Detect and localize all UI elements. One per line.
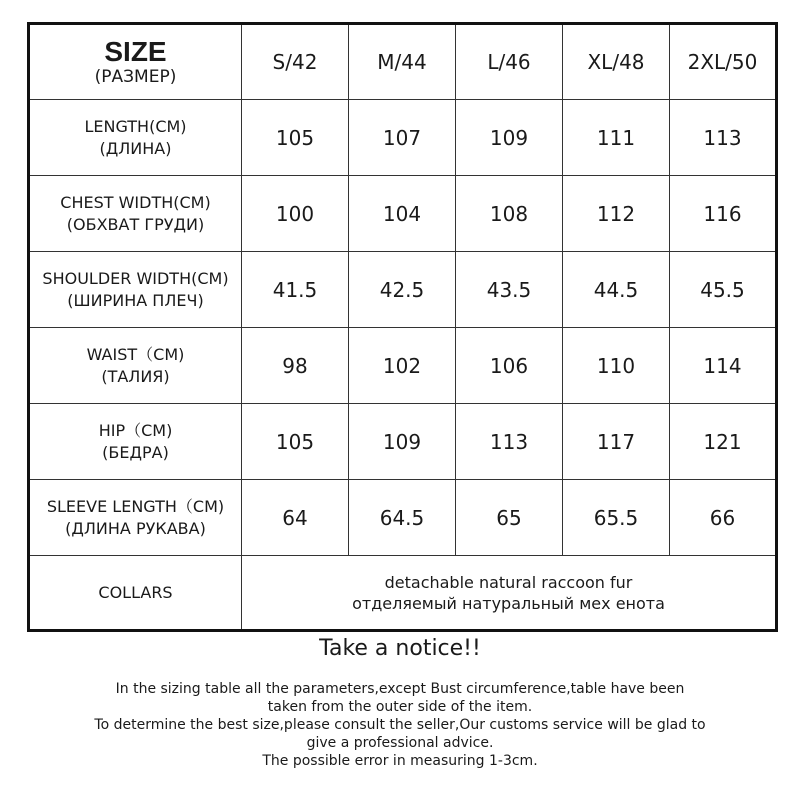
collars-label: COLLARS xyxy=(29,556,242,631)
value-cell: 113 xyxy=(670,100,777,176)
value-cell: 44.5 xyxy=(563,252,670,328)
notice-text xyxy=(20,680,780,770)
value-cell: 105 xyxy=(242,404,349,480)
value-cell: 112 xyxy=(563,176,670,252)
row-label-ru: (ТАЛИЯ) xyxy=(101,366,170,386)
notice-title: Take a notice!! xyxy=(319,636,481,661)
table-row-chest-width xyxy=(29,176,777,252)
row-label-ru: (ДЛИНА) xyxy=(99,138,172,158)
collars-description-cell xyxy=(242,556,777,631)
table-row-shoulder-width xyxy=(29,252,777,328)
row-label-ru: (ДЛИНА РУКАВА) xyxy=(65,518,206,538)
notice-line: The possible error in measuring 1-3cm. xyxy=(262,753,538,769)
size-column-header: XL/48 xyxy=(563,24,670,100)
size-header-cell xyxy=(29,24,242,100)
notice-line: taken from the outer side of the item. xyxy=(267,699,533,715)
row-label-en: CHEST WIDTH(CM) xyxy=(60,192,211,212)
value-cell: 64.5 xyxy=(349,480,456,556)
row-label-cell xyxy=(29,100,242,176)
row-label-en: LENGTH(CM) xyxy=(84,116,187,136)
value-cell: 42.5 xyxy=(349,252,456,328)
row-label-ru: (ШИРИНА ПЛЕЧ) xyxy=(67,290,204,310)
row-label-cell xyxy=(29,176,242,252)
size-column-header: M/44 xyxy=(349,24,456,100)
table-row-collars xyxy=(29,556,777,631)
value-cell: 108 xyxy=(456,176,563,252)
value-cell: 106 xyxy=(456,328,563,404)
table-row-waist xyxy=(29,328,777,404)
collars-text-en: detachable natural raccoon fur xyxy=(384,572,633,592)
row-label-en: HIP（CM) xyxy=(98,420,173,440)
size-column-header: S/42 xyxy=(242,24,349,100)
row-label-ru: (БЕДРА) xyxy=(102,442,169,462)
value-cell: 109 xyxy=(349,404,456,480)
table-row-hip xyxy=(29,404,777,480)
value-cell: 109 xyxy=(456,100,563,176)
value-cell: 43.5 xyxy=(456,252,563,328)
size-column-header: 2XL/50 xyxy=(670,24,777,100)
notice-line: In the sizing table all the parameters,except Bust circumference,table have been xyxy=(115,681,685,697)
value-cell: 66 xyxy=(670,480,777,556)
value-cell: 114 xyxy=(670,328,777,404)
size-column-header: L/46 xyxy=(456,24,563,100)
table-row-length xyxy=(29,100,777,176)
value-cell: 111 xyxy=(563,100,670,176)
row-label-en: WAIST（CM) xyxy=(86,344,185,364)
value-cell: 64 xyxy=(242,480,349,556)
value-cell: 110 xyxy=(563,328,670,404)
value-cell: 102 xyxy=(349,328,456,404)
size-table xyxy=(27,22,778,632)
row-label-ru: (ОБХВАТ ГРУДИ) xyxy=(66,214,205,234)
value-cell: 107 xyxy=(349,100,456,176)
notice-line: To determine the best size,please consult the seller,Our customs service will be glad to xyxy=(94,717,706,733)
value-cell: 121 xyxy=(670,404,777,480)
collars-text-ru: отделяемый натуральный мех енота xyxy=(352,593,665,613)
notice-line: give a professional advice. xyxy=(306,735,494,751)
table-row-sleeve-length xyxy=(29,480,777,556)
size-title: SIZE xyxy=(104,36,167,67)
size-subtitle: (РАЗМЕР) xyxy=(94,67,177,87)
value-cell: 65 xyxy=(456,480,563,556)
table-header-row xyxy=(29,24,777,100)
value-cell: 116 xyxy=(670,176,777,252)
value-cell: 65.5 xyxy=(563,480,670,556)
row-label-cell xyxy=(29,404,242,480)
row-label-cell xyxy=(29,328,242,404)
value-cell: 113 xyxy=(456,404,563,480)
value-cell: 104 xyxy=(349,176,456,252)
value-cell: 98 xyxy=(242,328,349,404)
row-label-en: SHOULDER WIDTH(CM) xyxy=(42,268,229,288)
value-cell: 105 xyxy=(242,100,349,176)
value-cell: 100 xyxy=(242,176,349,252)
value-cell: 41.5 xyxy=(242,252,349,328)
row-label-cell xyxy=(29,252,242,328)
row-label-en: SLEEVE LENGTH（CM) xyxy=(46,496,225,516)
value-cell: 117 xyxy=(563,404,670,480)
row-label-cell xyxy=(29,480,242,556)
value-cell: 45.5 xyxy=(670,252,777,328)
